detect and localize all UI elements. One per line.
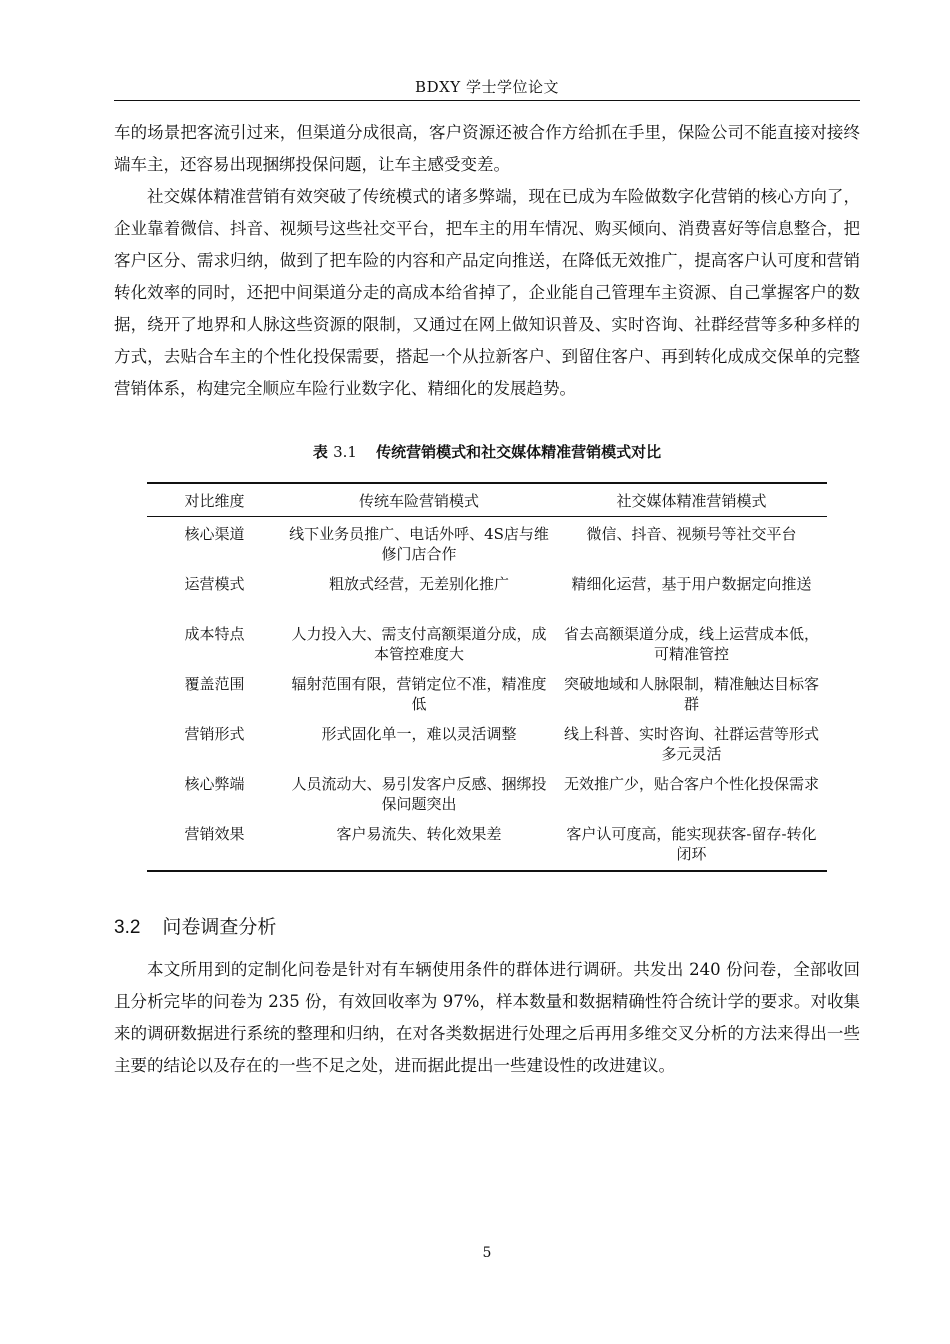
cell-traditional: 客户易流失、转化效果差 [282,819,556,871]
section-number: 3.2 [114,917,141,938]
cell-dimension: 营销形式 [184,725,245,743]
cell-social: 省去高额渠道分成，线上运营成本低，可精准管控 [563,625,819,663]
paragraph-survey: 本文所用到的定制化问卷是针对有车辆使用条件的群体进行调研。共发出 240 份问卷，全部收回且分析完毕的问卷为 235 份，有效回收率为 97%，样本数量和数据精确性符合统计学的要求。对收集来的调研数据进行系统的整理和归纳，在对各类数据进行处理之后再用多维交叉分析的方法来得出一些主要的结论以及存在的一些不足之处，进而据此提出一些建设性的改进建议。 [114,960,860,1075]
table-row [147,769,827,819]
section-title: 问卷调查分析 [162,916,277,938]
table-caption-number: 3.1 [333,443,357,461]
cell-social: 微信、抖音、视频号等社交平台 [586,525,797,543]
header-rule [114,100,860,101]
cell-dimension: 营销效果 [147,819,282,871]
table-row [147,619,827,669]
cell-social: 线上科普、实时咨询、社群运营等形式多元灵活 [563,725,819,763]
cell-dimension: 核心弊端 [184,775,245,793]
table-row [147,819,827,871]
table-header-row [147,483,827,517]
cell-traditional: 形式固化单一，难以灵活调整 [321,725,517,743]
cell-traditional: 人力投入大、需支付高额渠道分成，成本管控难度大 [291,625,547,663]
table-caption [114,441,860,462]
paragraph-social-media: 社交媒体精准营销有效突破了传统模式的诸多弊端，现在已成为车险做数字化营销的核心方向了，企业靠着微信、抖音、视频号这些社交平台，把车主的用车情况、购买倾向、消费喜好等信息整合，把客户区分、需求归纳，做到了把车险的内容和产品定向推送，在降低无效推广，提高客户认可度和营销转化效率的同时，还把中间渠道分走的高成本给省掉了，企业能自己管理车主资源、自己掌握客户的数据，绕开了地界和人脉这些资源的限制，又通过在网上做知识普及、实时咨询、社群经营等多种多样的方式，去贴合车主的个性化投保需要，搭起一个从拉新客户、到留住客户、再到转化成成交保单的完整营销体系，构建完全顺应车险行业数字化、精细化的发展趋势。 [114,187,860,398]
cell-social: 无效推广少，贴合客户个性化投保需求 [563,775,819,793]
cell-traditional: 粗放式经营，无差别化推广 [328,575,509,593]
cell-dimension: 运营模式 [184,575,245,593]
header-traditional: 传统车险营销模式 [282,483,556,517]
cell-social: 突破地域和人脉限制，精准触达目标客群 [563,675,819,713]
table-row [147,569,827,619]
table-row [147,517,827,570]
header-social-media: 社交媒体精准营销模式 [556,483,827,517]
header-dimension: 对比维度 [147,483,282,517]
cell-dimension: 成本特点 [184,625,245,643]
cell-dimension: 核心渠道 [184,525,245,543]
table-row [147,669,827,719]
running-header: BDXY 学士学位论文 [415,78,559,96]
cell-traditional: 线下业务员推广、电话外呼、4S店与维修门店合作 [289,525,549,563]
page-number: 5 [482,1245,492,1261]
cell-dimension: 覆盖范围 [184,675,245,693]
table-caption-text: 传统营销模式和社交媒体精准营销模式对比 [376,443,662,461]
cell-social: 精细化运营，基于用户数据定向推送 [571,575,812,593]
cell-traditional: 人员流动大、易引发客户反感、捆绑投保问题突出 [291,775,547,813]
table-caption-prefix: 表 [312,443,328,461]
table-row [147,719,827,769]
cell-traditional: 辐射范围有限，营销定位不准，精准度低 [291,675,547,713]
section-heading [114,912,276,939]
paragraph-continuation: 车的场景把客流引过来，但渠道分成很高，客户资源还被合作方给抓在手里，保险公司不能直接对接终端车主，还容易出现捆绑投保问题，让车主感受变差。 [114,123,860,174]
cell-social: 客户认可度高，能实现获客-留存-转化闭环 [556,819,827,871]
comparison-table [147,482,827,872]
